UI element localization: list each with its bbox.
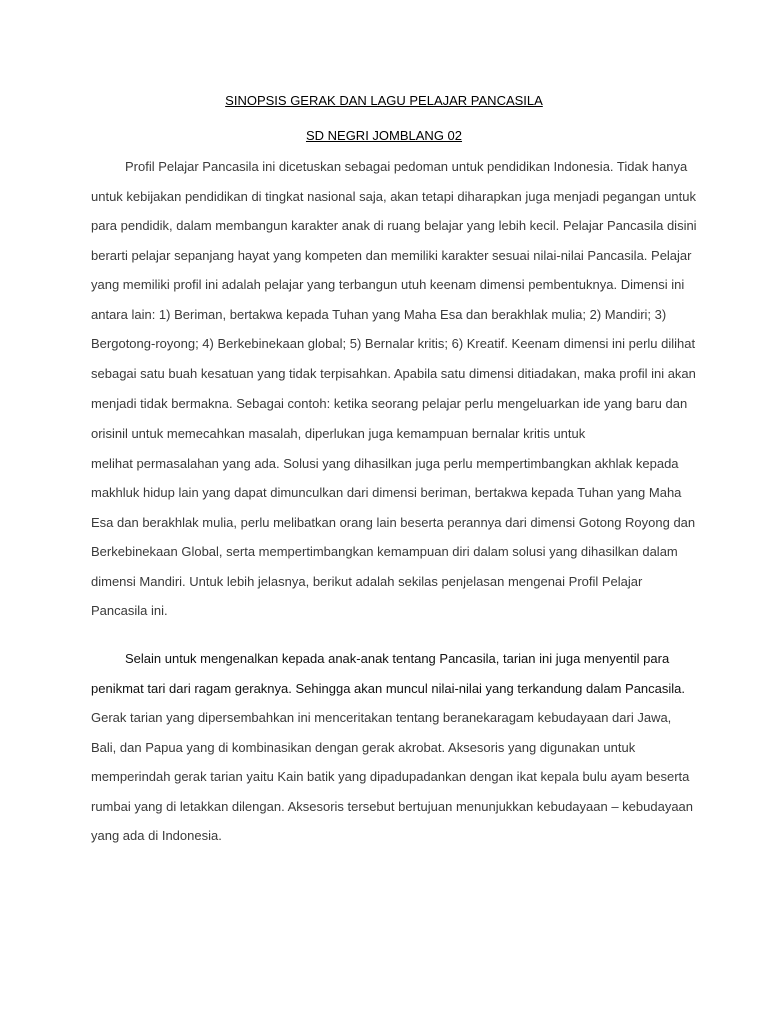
paragraph-1-line: menjadi tidak bermakna. Sebagai contoh: ketika seorang pelajar perlu mengeluarkan ide yang baru dan: [91, 396, 688, 411]
paragraph-1-line: dimensi Mandiri. Untuk lebih jelasnya, berikut adalah sekilas penjelasan mengenai Profil Pelajar: [91, 574, 643, 589]
paragraph-2-line: rumbai yang di letakkan dilengan. Aksesoris tersebut bertujuan menunjukkan kebudayaan – kebudayaan: [91, 799, 694, 814]
paragraph-2-line: Selain untuk mengenalkan kepada anak-anak tentang Pancasila, tarian ini juga menyentil para: [125, 651, 670, 666]
paragraph-2-line: Gerak tarian yang dipersembahkan ini menceritakan tentang beranekaragam kebudayaan dari Jawa,: [91, 710, 672, 725]
paragraph-1-line: Bergotong-royong; 4) Berkebinekaan global; 5) Bernalar kritis; 6) Kreatif. Keenam dimensi ini perlu dilihat: [91, 336, 696, 351]
paragraph-2-line: yang ada di Indonesia.: [91, 828, 222, 843]
paragraph-2-line: memperindah gerak tarian yaitu Kain batik yang dipadupadankan dengan ikat kepala bulu ayam beserta: [91, 769, 690, 784]
paragraph-1-line: antara lain: 1) Beriman, bertakwa kepada Tuhan yang Maha Esa dan berakhlak mulia; 2) Mandiri; 3): [91, 307, 667, 322]
paragraph-1-line: sebagai satu buah kesatuan yang tidak terpisahkan. Apabila satu dimensi ditiadakan, maka profil ini akan: [91, 366, 696, 381]
paragraph-1-line: para pendidik, dalam membangun karakter anak di ruang belajar yang lebih kecil. Pelajar Pancasila disini: [91, 218, 697, 233]
document-subtitle: SD NEGRI JOMBLANG 02: [305, 128, 463, 143]
paragraph-1-line: Esa dan berakhlak mulia, perlu melibatkan orang lain beserta perannya dari dimensi Gotong Royong dan: [91, 515, 696, 530]
paragraph-1-line: untuk kebijakan pendidikan di tingkat nasional saja, akan tetapi diharapkan juga menjadi pegangan untuk: [91, 189, 696, 204]
document-title: SINOPSIS GERAK DAN LAGU PELAJAR PANCASILA: [225, 93, 543, 108]
paragraph-1-line: berarti pelajar sepanjang hayat yang kompeten dan memiliki karakter sesuai nilai-nilai Pancasila. Pelajar: [91, 248, 692, 263]
paragraph-1-line: melihat permasalahan yang ada. Solusi yang dihasilkan juga perlu mempertimbangkan akhlak kepada: [91, 456, 679, 471]
paragraph-1-line: Berkebinekaan Global, serta mempertimbangkan kemampuan diri dalam solusi yang dihasilkan dalam: [91, 544, 678, 559]
paragraph-1-line: Pancasila ini.: [91, 603, 168, 618]
paragraph-1-line: makhluk hidup lain yang dapat dimunculkan dari dimensi beriman, bertakwa kepada Tuhan yang Maha: [91, 485, 682, 500]
paragraph-2-line: Bali, dan Papua yang di kombinasikan dengan gerak akrobat. Aksesoris yang digunakan untuk: [91, 740, 636, 755]
paragraph-1-line: Profil Pelajar Pancasila ini dicetuskan sebagai pedoman untuk pendidikan Indonesia. Tidak hanya: [125, 159, 688, 174]
paragraph-2-line: penikmat tari dari ragam geraknya. Sehingga akan muncul nilai-nilai yang terkandung dalam Pancasila.: [91, 681, 686, 696]
paragraph-1-line: orisinil untuk memecahkan masalah, diperlukan juga kemampuan bernalar kritis untuk: [91, 426, 586, 441]
paragraph-1-line: yang memiliki profil ini adalah pelajar yang terbangun utuh keenam dimensi pembentuknya. Dimensi ini: [91, 277, 685, 292]
